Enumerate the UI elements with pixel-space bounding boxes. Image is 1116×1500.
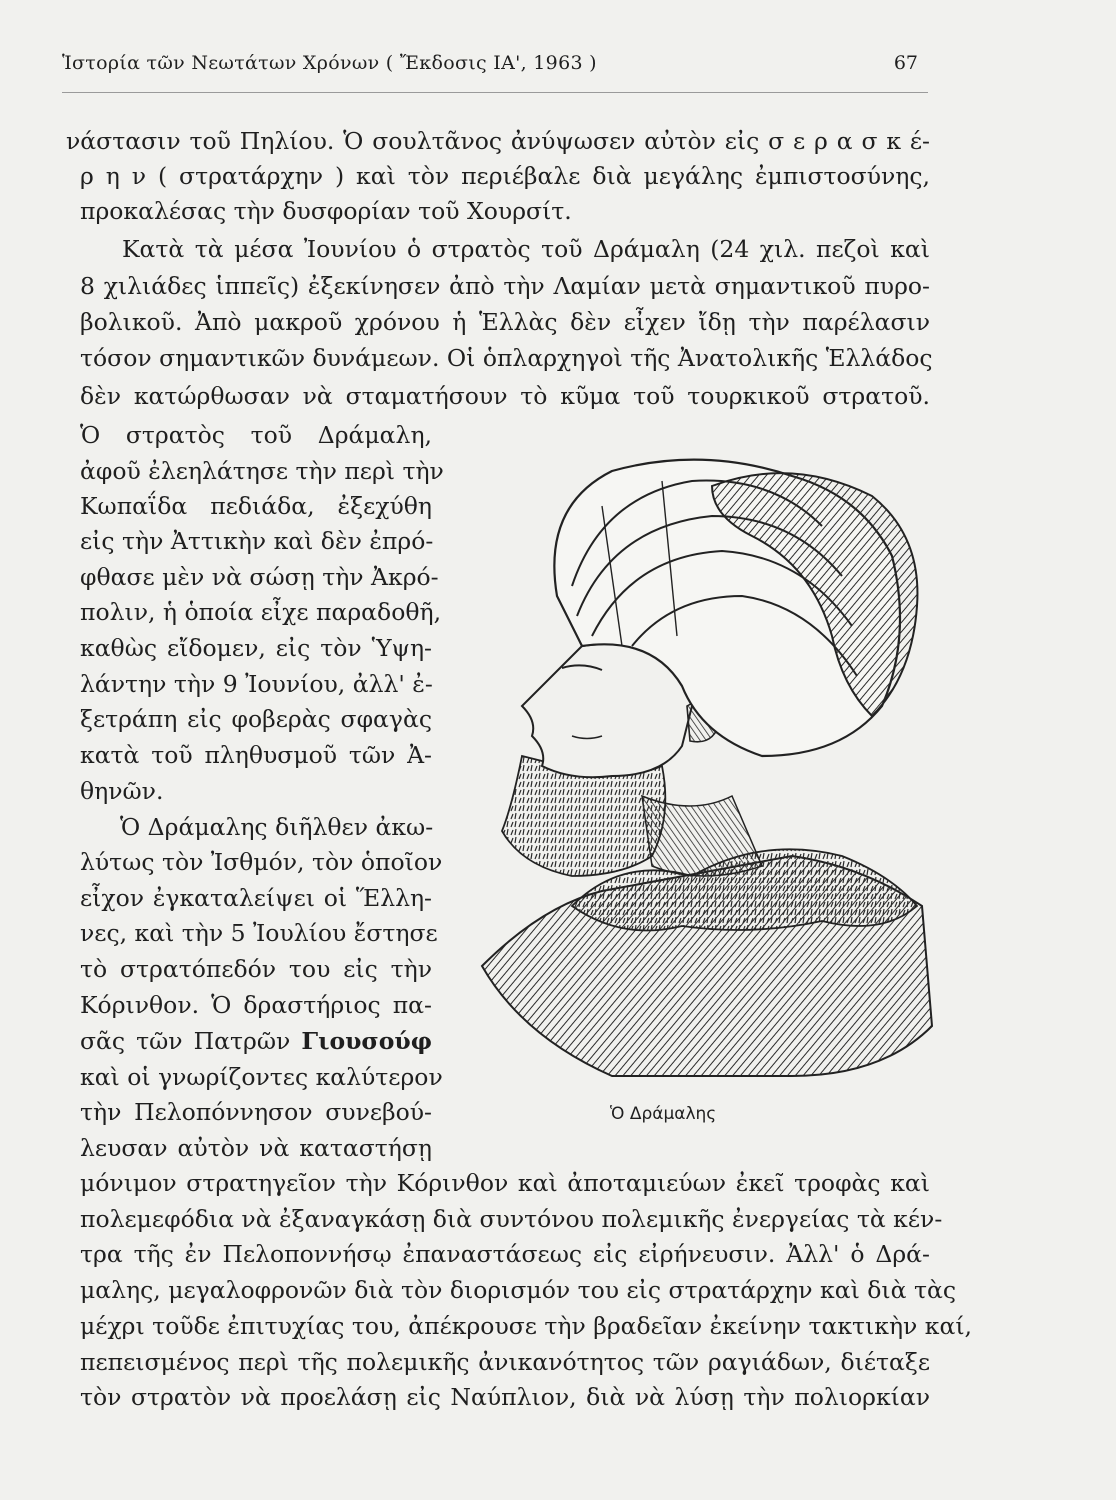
text-line: τρα τῆς ἐν Πελοποννήσῳ ἐπαναστάσεως εἰς εἰρήνευσιν. Ἀλλ' ὁ Δρά-	[80, 1240, 930, 1268]
text-line: τὸν στρατὸν νὰ προελάσῃ εἰς Ναύπλιον, διὰ νὰ λύσῃ τὴν πολιορκίαν	[80, 1383, 930, 1411]
page-header	[62, 52, 922, 82]
text-line: πολιν, ἡ ὁποία εἶχε παραδοθῆ,	[80, 598, 442, 626]
text-line: τὸ στρατόπεδόν του εἰς τὴν	[80, 955, 432, 983]
text-line: κατὰ τοῦ πληθυσμοῦ τῶν Ἀ-	[80, 741, 432, 769]
text-line: ρ η ν ( στρατάρχην ) καὶ τὸν περιέβαλε διὰ μεγάλης ἐμπιστοσύνης,	[80, 162, 930, 190]
text-line: καὶ οἱ γνωρίζοντες καλύτερον	[80, 1063, 443, 1091]
text-line: Ὁ στρατὸς τοῦ Δράμαλη,	[80, 421, 432, 449]
text-line: φθασε μὲν νὰ σώσῃ τὴν Ἀκρό-	[80, 563, 439, 591]
text-line: εἰς τὴν Ἀττικὴν καὶ δὲν ἐπρό-	[80, 527, 434, 555]
text-line: ἀφοῦ ἐλεηλάτησε τὴν περὶ τὴν	[80, 457, 444, 485]
text-line: μαλης, μεγαλοφρονῶν διὰ τὸν διορισμόν του εἰς στρατάρχην καὶ διὰ τὰς	[80, 1276, 956, 1304]
text-line: εἶχον ἐγκαταλείψει οἱ Ἕλλη-	[80, 884, 432, 912]
text-line: πολεμεφόδια νὰ ἐξαναγκάσῃ διὰ συντόνου πολεμικῆς ἐνεργείας τὰ κέν-	[80, 1205, 943, 1233]
text-line	[80, 1027, 432, 1055]
dramalis-portrait-image	[462, 436, 937, 1096]
text-line: Κωπαΐδα πεδιάδα, ἐξεχύθη	[80, 492, 432, 520]
text-line: Ὁ Δράμαλης διῆλθεν ἀκω-	[120, 813, 434, 841]
bold-name: Γιουσούφ	[301, 1027, 432, 1055]
text-line: Κόρινθον. Ὁ δραστήριος πα-	[80, 991, 432, 1019]
text-line: νες, καὶ τὴν 5 Ἰουλίου ἔστησε	[80, 919, 438, 947]
text-line: βολικοῦ. Ἀπὸ μακροῦ χρόνου ἡ Ἑλλὰς δὲν εἶχεν ἴδῃ τὴν παρέλασιν	[80, 308, 930, 336]
text-line: λύτως τὸν Ἰσθμόν, τὸν ὁποῖον	[80, 848, 443, 876]
text-line: δὲν κατώρθωσαν νὰ σταματήσουν τὸ κῦμα τοῦ τουρκικοῦ στρατοῦ.	[80, 382, 930, 410]
figure-caption: Ὁ Δράμαλης	[610, 1104, 717, 1124]
text-line: λευσαν αὐτὸν νὰ καταστήσῃ	[80, 1134, 432, 1162]
text-line: νάστασιν τοῦ Πηλίου. Ὁ σουλτᾶνος ἀνύψωσεν αὐτὸν εἰς σ ε ρ α σ κ έ-	[66, 127, 930, 155]
text-line: λάντην τὴν 9 Ἰουνίου, ἀλλ' ἐ-	[80, 670, 433, 698]
text-line: μέχρι τοῦδε ἐπιτυχίας του, ἀπέκρουσε τὴν βραδεῖαν ἐκείνην τακτικὴν καί,	[80, 1312, 973, 1340]
text-line: τόσον σημαντικῶν δυνάμεων. Οἱ ὁπλαρχηγοὶ τῆς Ἀνατολικῆς Ἑλλάδος	[80, 344, 933, 372]
text-line: προκαλέσας τὴν δυσφορίαν τοῦ Χουρσίτ.	[80, 197, 572, 225]
text-line: θηνῶν.	[80, 777, 164, 805]
header-rule	[62, 92, 928, 93]
text-line: Κατὰ τὰ μέσα Ἰουνίου ὁ στρατὸς τοῦ Δράμαλη (24 χιλ. πεζοὶ καὶ	[122, 235, 930, 263]
running-head: Ἱστορία τῶν Νεωτάτων Χρόνων ( Ἔκδοσις ΙΑ', 1963 )	[62, 52, 597, 74]
page-number: 67	[893, 52, 918, 74]
text-line: πεπεισμένος περὶ τῆς πολεμικῆς ἀνικανότητος τῶν ραγιάδων, διέταξε	[80, 1348, 930, 1376]
text-line: καθὼς εἴδομεν, εἰς τὸν Ὑψη-	[80, 634, 432, 662]
text-line: 8 χιλιάδες ἱππεῖς) ἐξεκίνησεν ἀπὸ τὴν Λαμίαν μετὰ σημαντικοῦ πυρο-	[80, 272, 930, 300]
text-line: μόνιμον στρατηγεῖον τὴν Κόρινθον καὶ ἀποταμιεύων ἐκεῖ τροφὰς καὶ	[80, 1169, 930, 1197]
text-line: ξετράπη εἰς φοβερὰς σφαγὰς	[80, 705, 432, 733]
text-fragment: σᾶς τῶν Πατρῶν	[80, 1027, 291, 1055]
text-line: τὴν Πελοπόννησον συνεβού-	[80, 1098, 432, 1126]
